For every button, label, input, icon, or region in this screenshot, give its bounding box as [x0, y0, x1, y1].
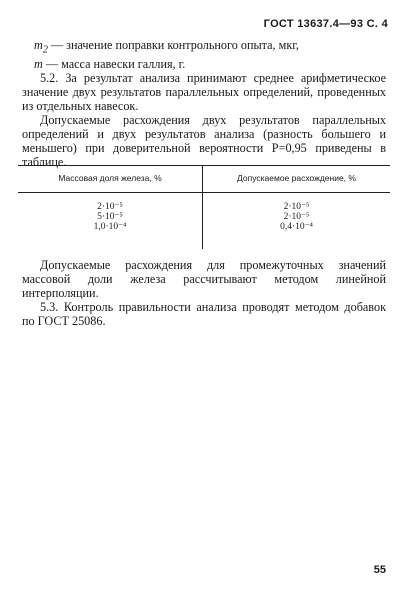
table-column-tolerance: [203, 202, 390, 232]
table-cell: 2·10⁻⁵: [283, 202, 310, 212]
table-header-divider: [18, 192, 390, 193]
table-header-tolerance: Допускаемое расхождение, %: [237, 173, 356, 183]
definition-m2: $m_2$ — значение поправки контрольного опыта, мкг,: [34, 38, 299, 56]
paragraph-tolerances: Допускаемые расхождения двух результатов параллельных определений и двух результатов анализа (разность большего и меньшего) при доверительной вероятности P=0,95 приведены в таблице.: [22, 113, 386, 170]
table-cell: 0,4·10⁻⁴: [280, 222, 313, 232]
table-cell: 1,0·10⁻⁴: [93, 222, 127, 232]
definitions-block: [22, 38, 386, 169]
table-cell: 5·10⁻⁵: [97, 212, 123, 222]
table-cell: 2·10⁻⁵: [283, 212, 310, 222]
paragraph-5-3: 5.3. Контроль правильности анализа проводят методом добавок по ГОСТ 25086.: [22, 300, 386, 328]
table-column-mass-fraction: [18, 202, 202, 232]
tolerance-table: [18, 165, 390, 249]
paragraph-interpolation: Допускаемые расхождения для промежуточных значений массовой доли железа рассчитывают методом линейной интерполяции.: [22, 258, 386, 300]
page-number: 55: [373, 564, 386, 576]
table-header-mass-fraction: Массовая доля железа, %: [58, 173, 162, 183]
closing-block: [22, 258, 386, 328]
symbol-m2: $m_2$: [34, 38, 48, 56]
symbol-m: m: [34, 57, 43, 72]
table-cell: 2·10⁻⁵: [97, 202, 123, 212]
definition-m: m — масса навески галлия, г.: [34, 57, 186, 72]
document-header: ГОСТ 13637.4—93 С. 4: [263, 18, 388, 30]
paragraph-5-2: 5.2. За результат анализа принимают среднее арифметическое значение двух результатов параллельных определений, проведенных из отдельных навесок.: [22, 71, 386, 114]
